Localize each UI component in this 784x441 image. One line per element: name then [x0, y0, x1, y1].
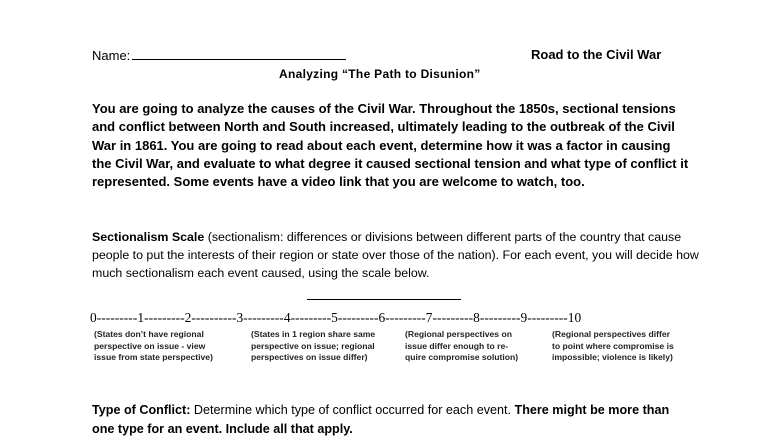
- name-blank-line[interactable]: [132, 47, 346, 60]
- intro-paragraph: You are going to analyze the causes of the Civil War. Throughout the 1850s, sectional tensions and conflict between North and South increased, ultimately leading to the outbreak of the Civil War in 1861. You are going to read about each event, determine how it was a factor in causing the Civil War, and evaluate to what degree it caused sectional tension and what type of conflict it represented. Some events have a video link that you are welcome to watch, too.: [92, 101, 689, 190]
- type-of-conflict-paragraph: [92, 401, 692, 438]
- scale-description-6-8: [405, 329, 518, 364]
- name-label: Name:: [92, 48, 131, 63]
- sectionalism-scale-line: 0---------1---------2----------3---------4---------5---------6---------7---------8---------9---------10: [90, 310, 582, 325]
- conflict-label: Type of Conflict: [92, 403, 187, 417]
- document-title: Road to the Civil War: [531, 47, 662, 62]
- scale-desc-line: issue from state perspective): [94, 352, 213, 363]
- sectionalism-answer-line[interactable]: [307, 289, 461, 300]
- sectionalism-text: (sectionalism: differences or divisions between different parts of the country that cause people to put the interests of their region or state over those of the nation). For each event, you will decide how much sectionalism each event caused, using the scale below.: [92, 230, 699, 281]
- scale-desc-line: perspective on issue - view: [94, 340, 206, 351]
- scale-desc-line: to point where compromise is: [552, 340, 674, 351]
- scale-desc-line: (Regional perspectives differ: [552, 329, 670, 339]
- scale-desc-line: (States don’t have regional: [94, 329, 204, 339]
- name-field: [92, 47, 346, 63]
- sectionalism-paragraph: [92, 228, 702, 283]
- conflict-note: There might be more than one type for an event. Include all that apply.: [92, 403, 670, 436]
- scale-desc-line: impossible; violence is likely): [552, 352, 673, 363]
- scale-desc-line: issue differ enough to re-: [405, 340, 509, 351]
- scale-desc-line: perspective on issue; regional: [251, 340, 375, 351]
- scale-desc-line: (Regional perspectives on: [405, 329, 512, 339]
- scale-desc-line: (States in 1 region share same: [251, 329, 376, 339]
- document-subtitle: Analyzing “The Path to Disunion”: [279, 67, 481, 81]
- scale-desc-line: quire compromise solution): [405, 352, 519, 363]
- scale-description-9-10: [552, 329, 674, 364]
- sectionalism-label: Sectionalism Scale: [92, 230, 205, 244]
- conflict-instruction: Determine which type of conflict occurred for each event.: [190, 403, 515, 417]
- conflict-colon: :: [186, 403, 191, 417]
- scale-desc-line: perspectives on issue differ): [251, 352, 368, 363]
- scale-description-3-5: [251, 329, 375, 364]
- scale-description-0-2: [94, 329, 213, 364]
